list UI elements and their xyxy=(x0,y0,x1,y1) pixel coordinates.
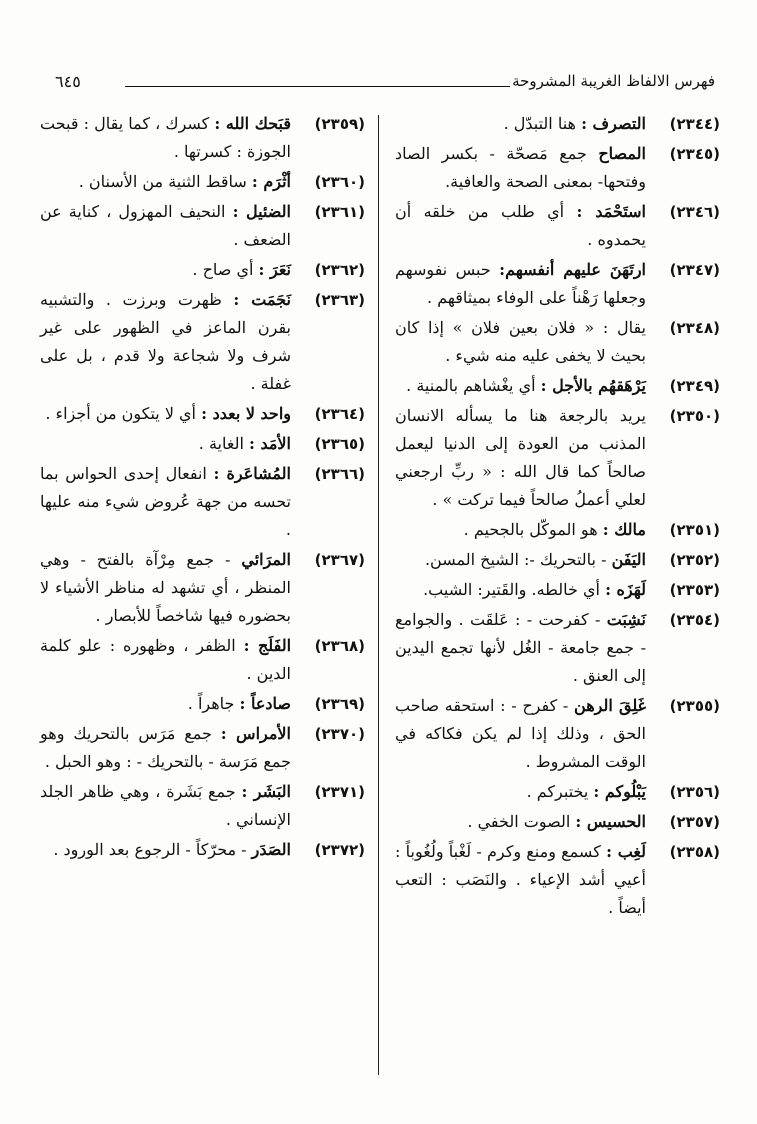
entry-definition: جمع بَشَرة ، وهي ظاهر الجلد الإنساني . xyxy=(40,782,291,829)
entry-body xyxy=(40,400,291,428)
entry-definition: أي يغْشاهم بالمنية . xyxy=(406,376,536,395)
entry-definition: - جمع مِرْآة بالفتح - وهي المنظر ، أي تشهد له مناظر الأشياء لا بحضوره فيها شاخصاً للأبصار . xyxy=(40,550,291,625)
entry-definition: يقال : « فلان بعين فلان » إذا كان بحيث لا يخفى عليه منه شيء . xyxy=(395,318,646,365)
entry-body xyxy=(395,778,646,806)
glossary-entry xyxy=(40,286,365,398)
header-rule xyxy=(125,86,510,87)
glossary-entry xyxy=(40,836,365,864)
entry-definition: جمع مَرَس بالتحريك وهو جمع مَرَسة - بالتحريك - : وهو الحبل . xyxy=(40,724,291,771)
entry-body xyxy=(395,546,646,574)
entry-body xyxy=(395,838,646,922)
entry-term: مالك : xyxy=(602,520,646,539)
entry-term: يَرْهَقهُم بالأجل : xyxy=(540,376,646,395)
entry-body xyxy=(40,632,291,688)
glossary-entry xyxy=(395,256,720,312)
entry-term: لَغِب : xyxy=(606,842,646,861)
entry-definition: حبس نفوسهم وجعلها رَهْناً على الوفاء بميثاقهم . xyxy=(395,260,646,307)
entry-number: (٢٣٦٦) xyxy=(314,465,365,483)
glossary-entry xyxy=(40,256,365,284)
glossary-entry xyxy=(40,546,365,630)
running-title: فهرس الالفاظ الغريبة المشروحة xyxy=(512,72,715,90)
entry-definition: جمع مَصحّة - بكسر الصاد وفتحها- بمعنى الصحة والعافية. xyxy=(395,144,646,191)
entry-definition: الصوت الخفي . xyxy=(467,812,571,831)
glossary-entry xyxy=(395,110,720,138)
entry-number: (٢٣٥٦) xyxy=(669,783,720,801)
entry-definition: أي لا يتكون من أجزاء . xyxy=(45,404,196,423)
entry-definition: الظفر ، وظهوره : علو كلمة الدين . xyxy=(40,636,291,683)
entry-number: (٢٣٦٠) xyxy=(314,173,365,191)
entry-number: (٢٣٦١) xyxy=(314,203,365,221)
entry-term: اليَفَن xyxy=(611,550,646,569)
entry-body xyxy=(395,256,646,312)
entry-term: أثْرَم : xyxy=(251,172,291,191)
entry-number: (٢٣٦٧) xyxy=(314,551,365,569)
glossary-entry xyxy=(395,546,720,574)
entry-term: الصَدَر xyxy=(251,840,291,859)
entry-definition: هنا التبدّل . xyxy=(503,114,576,133)
glossary-entry xyxy=(395,576,720,604)
right-column xyxy=(395,110,720,1100)
entry-term: المصاح xyxy=(598,144,646,163)
entry-definition: - محرّكاً - الرجوع بعد الورود . xyxy=(53,840,247,859)
entry-number: (٢٣٤٧) xyxy=(669,261,720,279)
entry-definition: ظهرت وبرزت . والتشبيه بقرن الماعز في الظهور على غير شرف ولا شجاعة ولا قدم ، بل على غفلة . xyxy=(40,290,291,393)
glossary-entry xyxy=(40,720,365,776)
entry-term: غَلِقَ الرهن xyxy=(574,696,646,715)
entry-body xyxy=(395,198,646,254)
entry-body xyxy=(395,314,646,370)
entry-term: قبَحك الله : xyxy=(214,114,291,133)
entry-term: لَهَزَه : xyxy=(605,580,646,599)
glossary-entry xyxy=(395,692,720,776)
left-column xyxy=(40,110,365,1100)
entry-term: الحسيس : xyxy=(575,812,646,831)
glossary-entry xyxy=(395,838,720,922)
entry-body xyxy=(40,778,291,834)
entry-body xyxy=(395,606,646,690)
entry-number: (٢٣٧١) xyxy=(314,783,365,801)
page-number: ٦٤٥ xyxy=(55,72,81,91)
entry-number: (٢٣٥٥) xyxy=(669,697,720,715)
glossary-entry xyxy=(395,314,720,370)
entry-number: (٢٣٤٦) xyxy=(669,203,720,221)
entry-term: يَبْلُوكم : xyxy=(593,782,646,801)
entry-body xyxy=(40,546,291,630)
entry-body xyxy=(40,110,291,166)
entry-body xyxy=(395,110,646,138)
glossary-columns xyxy=(30,110,720,1100)
entry-term: الأمَد : xyxy=(248,434,291,453)
entry-definition: - كفرحت - : عَلقَت . والجوامع - جمع جامعة - الغُل لأنها تجمع اليدين إلى العنق . xyxy=(395,610,646,685)
entry-definition: كسرك ، كما يقال : قبحت الجوزة : كسرتها . xyxy=(40,114,291,161)
entry-body xyxy=(395,692,646,776)
glossary-entry xyxy=(40,110,365,166)
entry-definition: هو الموكّل بالجحيم . xyxy=(463,520,598,539)
glossary-entry xyxy=(40,460,365,544)
glossary-entry xyxy=(40,198,365,254)
entry-body xyxy=(40,286,291,398)
entry-term: الفَلَج : xyxy=(243,636,292,655)
entry-definition: ساقط الثنية من الأسنان . xyxy=(78,172,247,191)
entry-term: ارتَهَنَ عليهم أنفسهم: xyxy=(499,260,646,279)
glossary-entry xyxy=(395,372,720,400)
entry-definition: أي خالطه. والقَتير: الشيب. xyxy=(423,580,600,599)
entry-term: البَشَر : xyxy=(241,782,291,801)
entry-number: (٢٣٥٣) xyxy=(669,581,720,599)
glossary-entry xyxy=(40,632,365,688)
entry-term: نَعَرَ : xyxy=(258,260,291,279)
entry-body xyxy=(395,576,646,604)
entry-definition: أي طلب من خلقه أن يحمدوه . xyxy=(395,202,646,249)
entry-body xyxy=(395,808,646,836)
entry-number: (٢٣٦٨) xyxy=(314,637,365,655)
entry-body xyxy=(40,430,291,458)
glossary-entry xyxy=(395,808,720,836)
entry-number: (٢٣٦٩) xyxy=(314,695,365,713)
entry-number: (٢٣٦٤) xyxy=(314,405,365,423)
entry-number: (٢٣٥٢) xyxy=(669,551,720,569)
entry-definition: - كفرح - : استحقه صاحب الحق ، وذلك إذا لم يكن فكاكه في الوقت المشروط . xyxy=(395,696,646,771)
page-header xyxy=(55,60,715,104)
entry-term: صادعاً : xyxy=(239,694,291,713)
glossary-entry xyxy=(395,140,720,196)
entry-term: نَجَمَت : xyxy=(233,290,292,309)
entry-number: (٢٣٥١) xyxy=(669,521,720,539)
glossary-entry xyxy=(395,778,720,806)
entry-number: (٢٣٥٩) xyxy=(314,115,365,133)
entry-definition: كسمع ومنع وكرم - لَغْباً ولُغُوباً : أعيي أشد الإعياء . والنَصَب : التعب أيضاً . xyxy=(395,842,646,917)
entry-term: واحد لا بعدد : xyxy=(201,404,291,423)
entry-number: (٢٣٥٧) xyxy=(669,813,720,831)
entry-definition: يختبركم . xyxy=(526,782,589,801)
entry-number: (٢٣٧٠) xyxy=(314,725,365,743)
entry-body xyxy=(40,460,291,544)
entry-definition: أي صاح . xyxy=(192,260,254,279)
entry-number: (٢٣٦٢) xyxy=(314,261,365,279)
entry-number: (٢٣٥٨) xyxy=(669,843,720,861)
entry-number: (٢٣٥٤) xyxy=(669,611,720,629)
entry-number: (٢٣٦٣) xyxy=(314,291,365,309)
entry-body xyxy=(395,372,646,400)
entry-number: (٢٣٥٠) xyxy=(669,407,720,425)
entry-definition: انفعال إحدى الحواس بما تحسه من جهة عُروض شيء منه عليها . xyxy=(40,464,291,539)
entry-term: استَحْمَد : xyxy=(576,202,646,221)
entry-number: (٢٣٤٤) xyxy=(669,115,720,133)
entry-number: (٢٣٧٢) xyxy=(314,841,365,859)
entry-definition: جاهراً . xyxy=(187,694,235,713)
entry-term: المرَائي xyxy=(241,550,291,569)
entry-number: (٢٣٤٥) xyxy=(669,145,720,163)
entry-body xyxy=(40,256,291,284)
glossary-entry xyxy=(40,430,365,458)
glossary-entry xyxy=(395,198,720,254)
glossary-entry xyxy=(395,516,720,544)
entry-definition: الغاية . xyxy=(198,434,244,453)
entry-definition: يريد بالرجعة هنا ما يسأله الانسان المذنب من العودة إلى الدنيا ليعمل صالحاً كما قال الله : « ربِّ ارجعني لعلي أعملُ صالحاً فيما تركت » . xyxy=(395,406,646,509)
entry-body xyxy=(40,720,291,776)
glossary-entry xyxy=(40,690,365,718)
entry-term: المُشاعَرة : xyxy=(213,464,292,483)
entry-body xyxy=(40,690,291,718)
glossary-entry xyxy=(40,778,365,834)
glossary-entry xyxy=(395,606,720,690)
entry-number: (٢٣٤٨) xyxy=(669,319,720,337)
entry-term: نَشِبَت xyxy=(606,610,646,629)
entry-body xyxy=(395,140,646,196)
entry-body xyxy=(395,402,646,514)
entry-body xyxy=(40,836,291,864)
entry-term: الأمراس : xyxy=(220,724,292,743)
entry-definition: النحيف المهزول ، كناية عن الضعف . xyxy=(40,202,291,249)
entry-definition: - بالتحريك -: الشيخ المسن. xyxy=(424,550,607,569)
glossary-entry xyxy=(395,402,720,514)
entry-body xyxy=(40,198,291,254)
entry-body xyxy=(40,168,291,196)
entry-term: التصرف : xyxy=(581,114,646,133)
entry-body xyxy=(395,516,646,544)
glossary-entry xyxy=(40,400,365,428)
entry-number: (٢٣٦٥) xyxy=(314,435,365,453)
glossary-entry xyxy=(40,168,365,196)
entry-number: (٢٣٤٩) xyxy=(669,377,720,395)
entry-term: الضئيل : xyxy=(232,202,292,221)
